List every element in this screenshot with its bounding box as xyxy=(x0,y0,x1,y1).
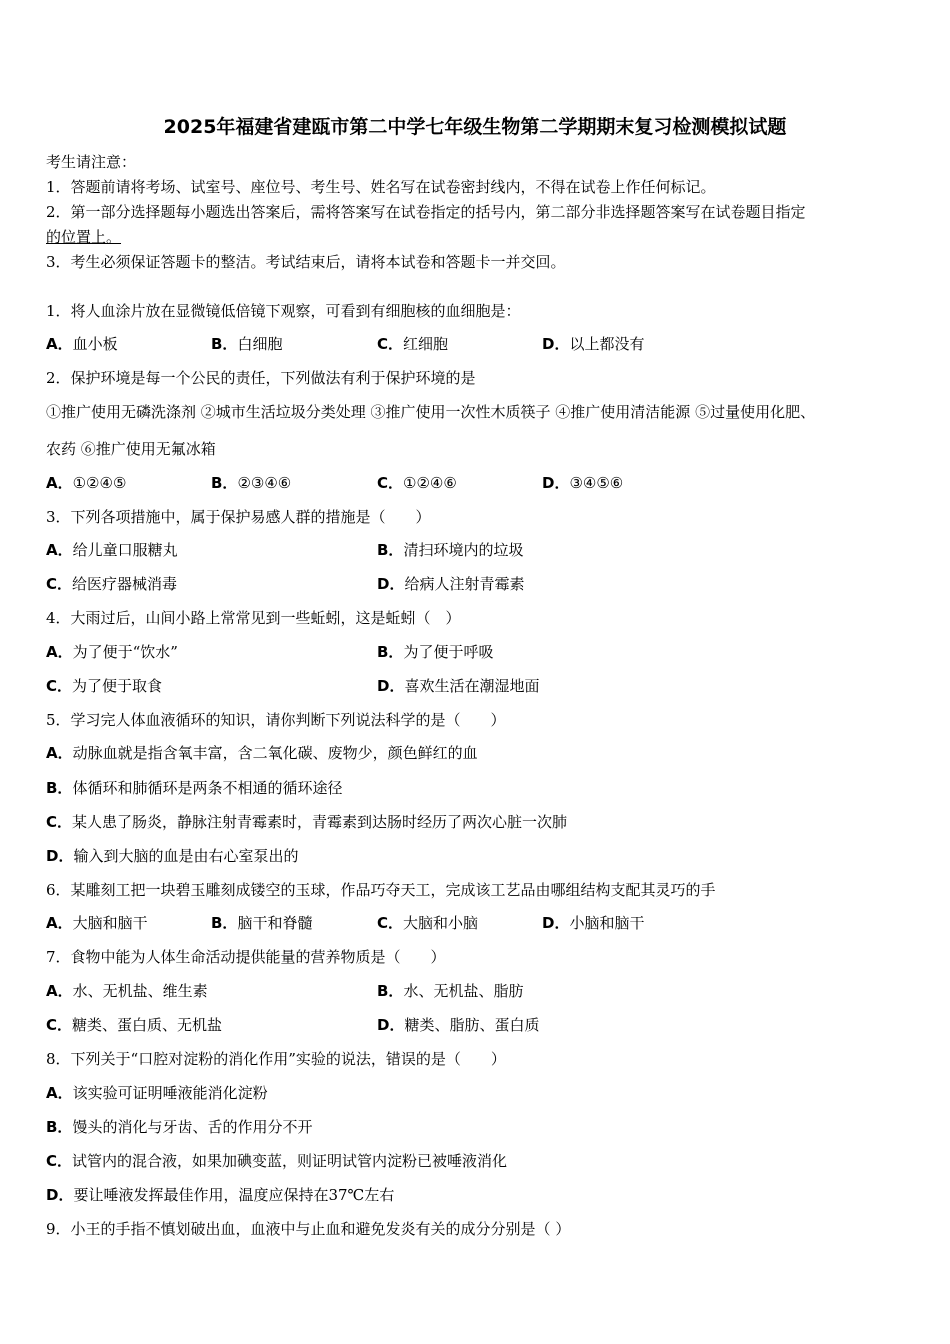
question-stem: 6．某雕刻工把一块碧玉雕刻成镂空的玉球，作品巧夺天工，完成该工艺品由哪组结构支配其灵巧的手 xyxy=(46,881,716,899)
question-stem: 1．将人血涂片放在显微镜低倍镜下观察，可看到有细胞核的血细胞是： xyxy=(46,302,521,320)
question-stem: 3．下列各项措施中，属于保护易感人群的措施是（ ） xyxy=(46,508,431,526)
option: C．①②④⑥ xyxy=(377,474,457,492)
option: D．喜欢生活在潮湿地面 xyxy=(377,677,540,695)
option: B．脑干和脊髓 xyxy=(211,914,313,932)
option: D．要让唾液发挥最佳作用，温度应保持在37℃左右 xyxy=(46,1186,395,1204)
option: A．①②④⑤ xyxy=(46,474,127,492)
option: C．给医疗器械消毒 xyxy=(46,575,178,593)
question-stem: 4．大雨过后，山间小路上常常见到一些蚯蚓，这是蚯蚓（ ） xyxy=(46,609,461,627)
question-extra: 农药 ⑥推广使用无氟冰箱 xyxy=(46,440,216,458)
option: A．血小板 xyxy=(46,335,118,353)
option: B．为了便于呼吸 xyxy=(377,643,494,661)
option: A．给儿童口服糖丸 xyxy=(46,541,178,559)
option: C．为了便于取食 xyxy=(46,677,163,695)
option: C．某人患了肠炎，静脉注射青霉素时，青霉素到达肠时经历了两次心脏一次肺 xyxy=(46,813,568,831)
option: A．该实验可证明唾液能消化淀粉 xyxy=(46,1084,268,1102)
option: D．小脑和脑干 xyxy=(542,914,645,932)
question-stem: 5．学习完人体血液循环的知识，请你判断下列说法科学的是（ ） xyxy=(46,711,506,729)
option: B．②③④⑥ xyxy=(211,474,292,492)
option: C．红细胞 xyxy=(377,335,449,353)
notice-item: 的位置上。 xyxy=(46,228,122,246)
question-extra: ①推广使用无磷洗涤剂 ②城市生活垃圾分类处理 ③推广使用一次性木质筷子 ④推广使用清洁能源 ⑤过量使用化肥、 xyxy=(46,403,816,421)
option: A．动脉血就是指含氧丰富，含二氧化碳、废物少，颜色鲜红的血 xyxy=(46,744,478,762)
question-stem: 7．食物中能为人体生命活动提供能量的营养物质是（ ） xyxy=(46,948,446,966)
option: B．水、无机盐、脂肪 xyxy=(377,982,524,1000)
question-stem: 2．保护环境是每一个公民的责任，下列做法有利于保护环境的是 xyxy=(46,369,476,387)
option: B．白细胞 xyxy=(211,335,283,353)
option: B．馒头的消化与牙齿、舌的作用分不开 xyxy=(46,1118,313,1136)
option: D．③④⑤⑥ xyxy=(542,474,624,492)
option: D．以上都没有 xyxy=(542,335,645,353)
option: C．大脑和小脑 xyxy=(377,914,479,932)
notice-item: 3．考生必须保证答题卡的整洁。考试结束后，请将本试卷和答题卡一并交回。 xyxy=(46,253,566,271)
option: D．输入到大脑的血是由右心室泵出的 xyxy=(46,847,299,865)
notice-item: 1．答题前请将考场、试室号、座位号、考生号、姓名写在试卷密封线内，不得在试卷上作任何标记。 xyxy=(46,178,716,196)
option: C．试管内的混合液，如果加碘变蓝，则证明试管内淀粉已被唾液消化 xyxy=(46,1152,508,1170)
question-stem: 9．小王的手指不慎划破出血，血液中与止血和避免发炎有关的成分分别是（ ） xyxy=(46,1220,571,1238)
page-title: 2025年福建省建瓯市第二中学七年级生物第二学期期末复习检测模拟试题 xyxy=(163,116,787,138)
notice-item: 2．第一部分选择题每小题选出答案后，需将答案写在试卷指定的括号内，第二部分非选择题答案写在试卷题目指定 xyxy=(46,203,806,221)
option: A．为了便于“饮水” xyxy=(46,643,178,661)
question-stem: 8．下列关于“口腔对淀粉的消化作用”实验的说法，错误的是（ ） xyxy=(46,1050,506,1068)
option: D．给病人注射青霉素 xyxy=(377,575,525,593)
option: B．体循环和肺循环是两条不相通的循环途径 xyxy=(46,779,343,797)
option: D．糖类、脂肪、蛋白质 xyxy=(377,1016,540,1034)
notice-heading: 考生请注意： xyxy=(46,153,137,171)
option: A．水、无机盐、维生素 xyxy=(46,982,208,1000)
option: C．糖类、蛋白质、无机盐 xyxy=(46,1016,223,1034)
option: A．大脑和脑干 xyxy=(46,914,148,932)
option: B．清扫环境内的垃圾 xyxy=(377,541,524,559)
